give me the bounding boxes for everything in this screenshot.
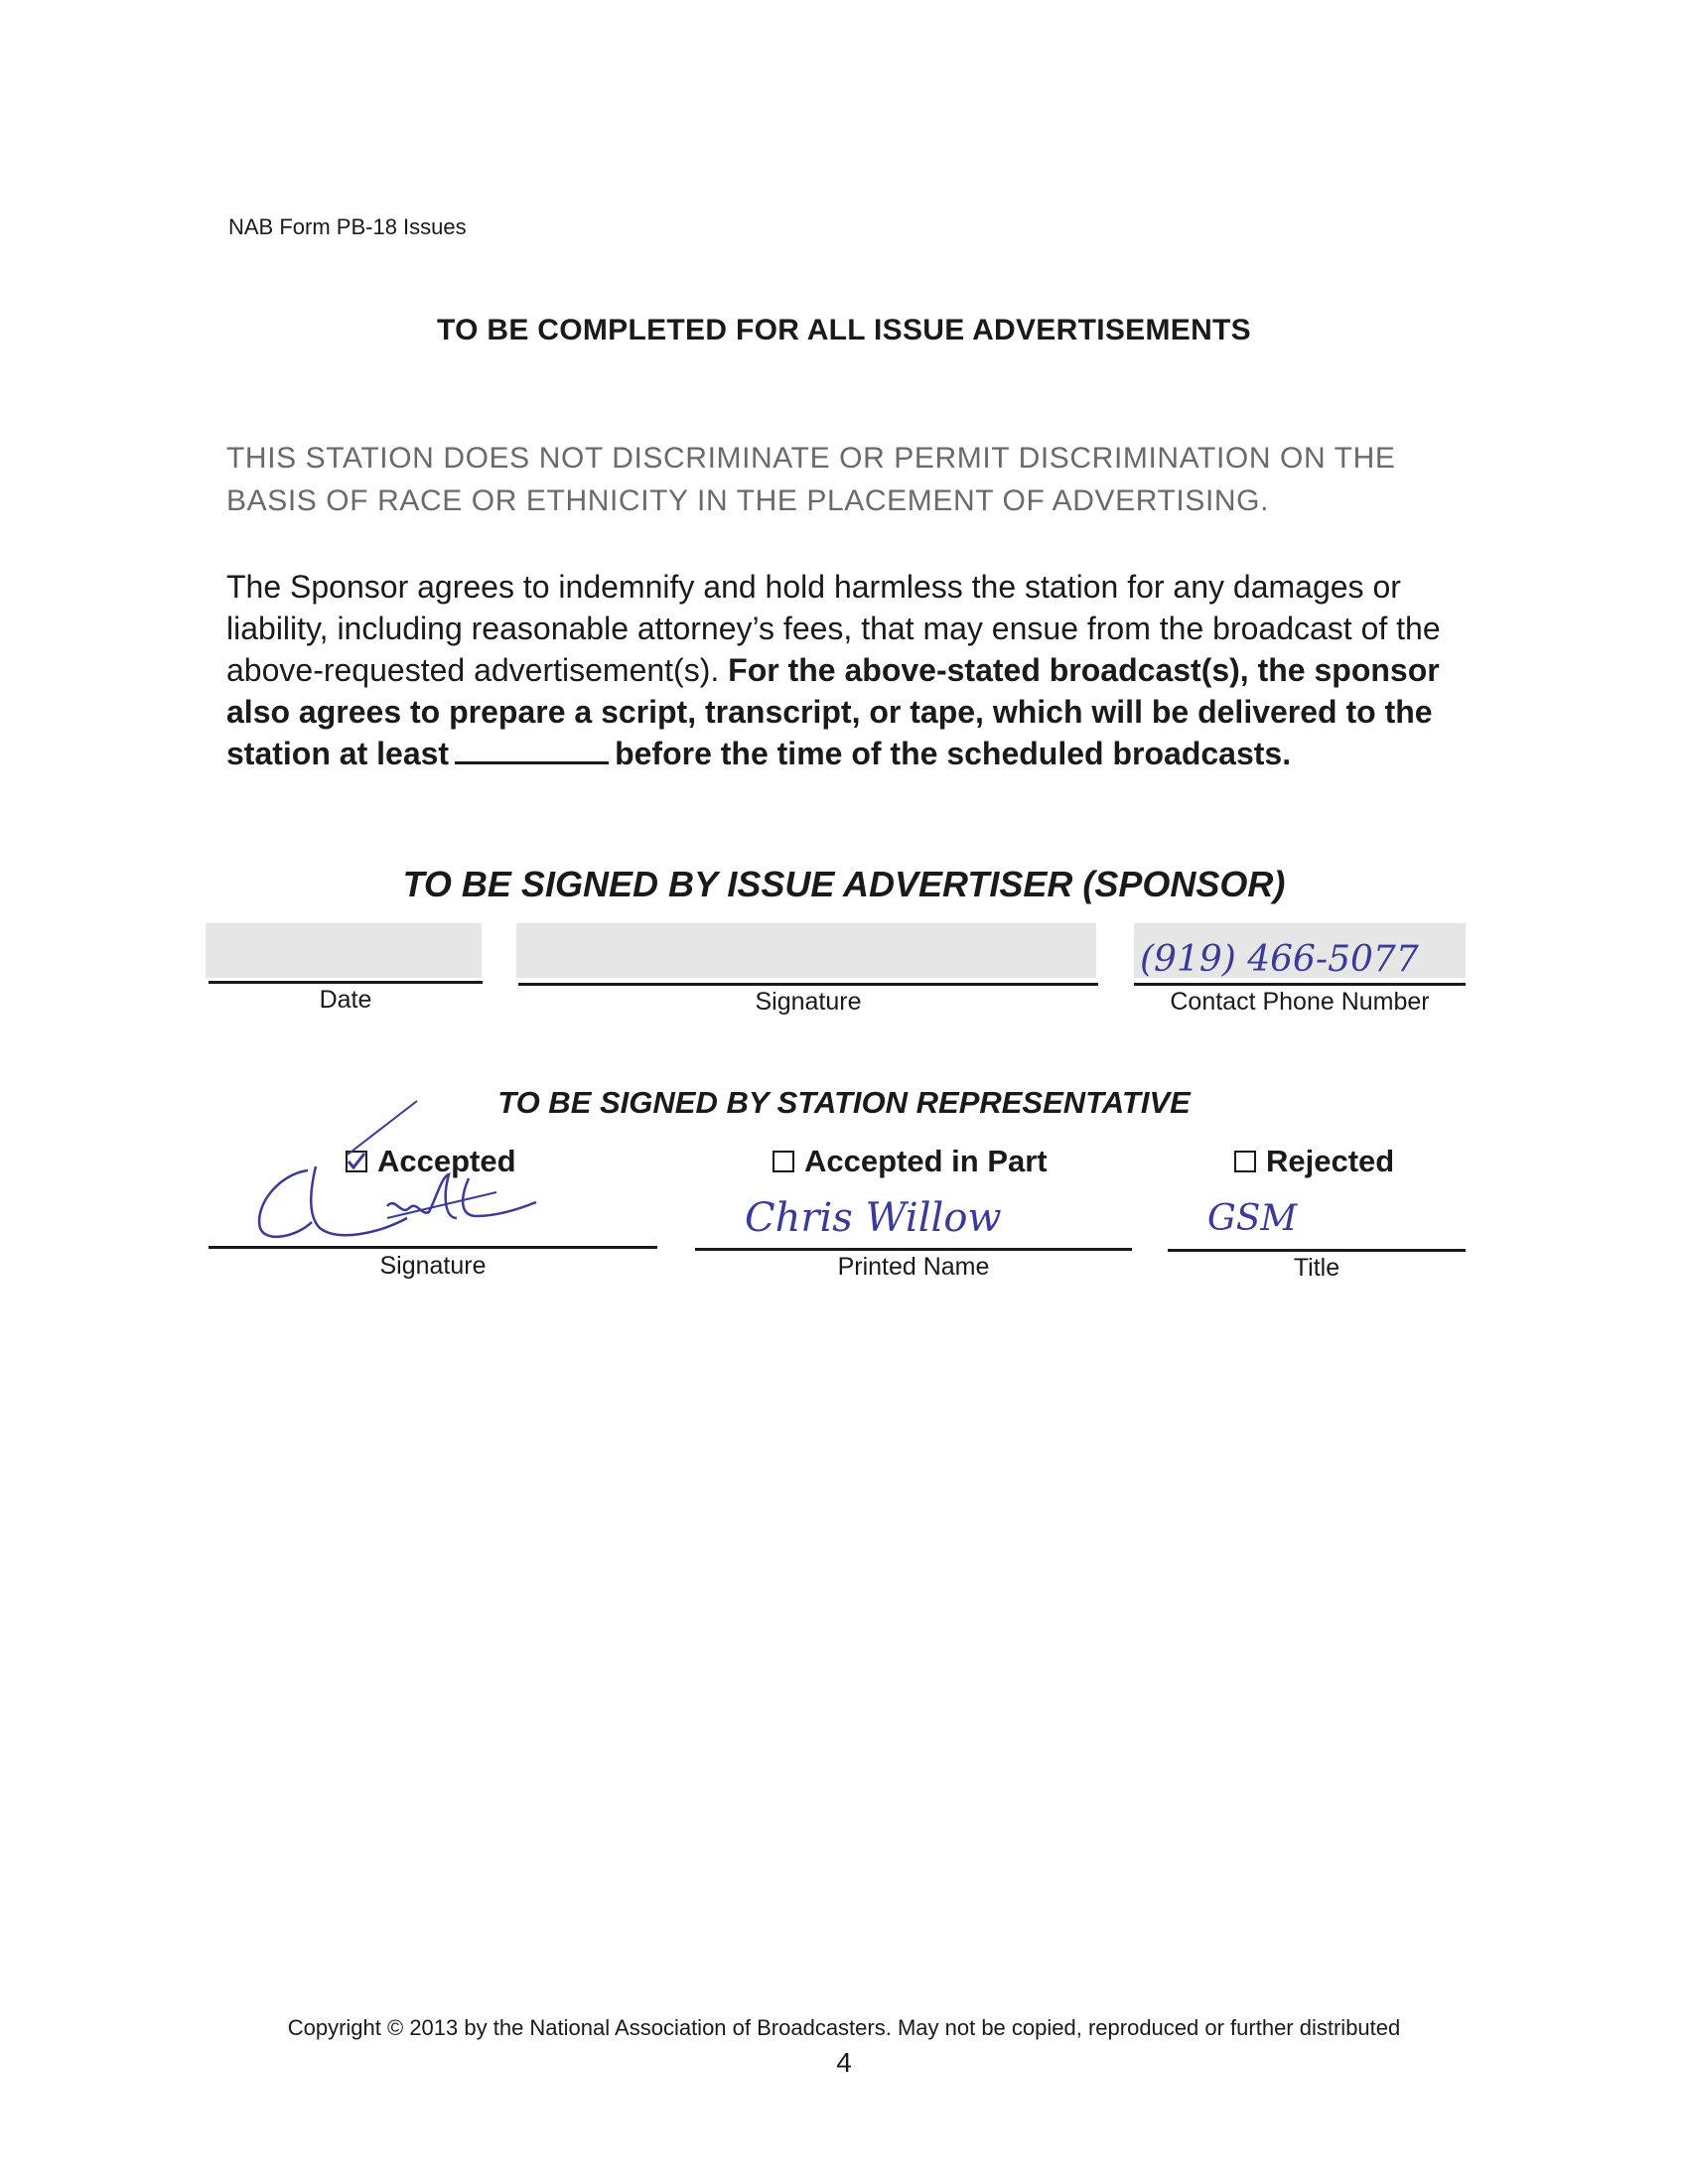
check-stroke-icon <box>338 1097 427 1161</box>
indemnity-paragraph <box>226 566 1487 774</box>
title-label: Title <box>1293 1254 1340 1282</box>
date-label: Date <box>319 986 372 1014</box>
sponsor-signature-line[interactable] <box>518 983 1098 986</box>
rejected-label: Rejected <box>1266 1144 1395 1178</box>
accepted-label: Accepted <box>377 1144 516 1178</box>
title-value: GSM <box>1207 1198 1298 1239</box>
title-handwriting <box>1168 1186 1466 1248</box>
title-line[interactable] <box>1168 1249 1466 1252</box>
printed-name-value: Chris Willow <box>745 1195 1002 1241</box>
station-signature-scribble <box>238 1157 576 1246</box>
printed-name-line[interactable] <box>695 1248 1132 1251</box>
page-number: 4 <box>836 2047 852 2078</box>
rejected-option[interactable] <box>1234 1144 1394 1179</box>
date-line[interactable] <box>209 981 483 984</box>
phone-line[interactable] <box>1134 983 1466 986</box>
station-signature-label: Signature <box>379 1252 487 1280</box>
rejected-checkbox[interactable] <box>1234 1151 1256 1172</box>
accepted-in-part-checkbox[interactable] <box>773 1151 794 1172</box>
phone-value: (919) 466-5077 <box>1140 939 1419 980</box>
sponsor-section-heading: TO BE SIGNED BY ISSUE ADVERTISER (SPONSOR) <box>402 864 1286 904</box>
indemnity-bold-text-1: For the above-stated broadcast(s), the sponsor also agrees to prepare a script, transcript, or tape, which will be delivered to the station at least <box>226 652 1440 771</box>
printed-name-label: Printed Name <box>837 1253 990 1281</box>
main-heading: TO BE COMPLETED FOR ALL ISSUE ADVERTISEMENTS <box>437 314 1251 346</box>
sponsor-signature-label: Signature <box>755 988 862 1016</box>
indemnity-normal-text: The Sponsor agrees to indemnify and hold harmless the station for any damages or liability, including reasonable attorney’s fees, that may ensue from the broadcast of the above-requested advertisement(s). <box>226 569 1441 688</box>
form-id: NAB Form PB-18 Issues <box>228 214 467 239</box>
phone-handwriting <box>1134 923 1466 983</box>
date-redaction <box>206 923 482 978</box>
station-section-heading: TO BE SIGNED BY STATION REPRESENTATIVE <box>497 1085 1191 1120</box>
printed-name-handwriting <box>695 1181 1132 1247</box>
indemnity-bold-text-2: before the time of the scheduled broadcasts. <box>615 736 1292 771</box>
sponsor-signature-redaction <box>516 923 1096 978</box>
discrimination-notice: THIS STATION DOES NOT DISCRIMINATE OR PERMIT DISCRIMINATION ON THE BASIS OF RACE OR ETHNICITY IN THE PLACEMENT OF ADVERTISING. <box>226 442 1396 517</box>
phone-label: Contact Phone Number <box>1170 988 1430 1016</box>
accepted-in-part-option[interactable] <box>773 1144 1048 1179</box>
copyright-notice: Copyright © 2013 by the National Association of Broadcasters. May not be copied, reproduced or further distributed <box>287 2015 1401 2040</box>
delivery-time-blank[interactable] <box>455 736 609 764</box>
accepted-in-part-label: Accepted in Part <box>804 1144 1048 1178</box>
station-signature-line[interactable] <box>209 1246 657 1249</box>
